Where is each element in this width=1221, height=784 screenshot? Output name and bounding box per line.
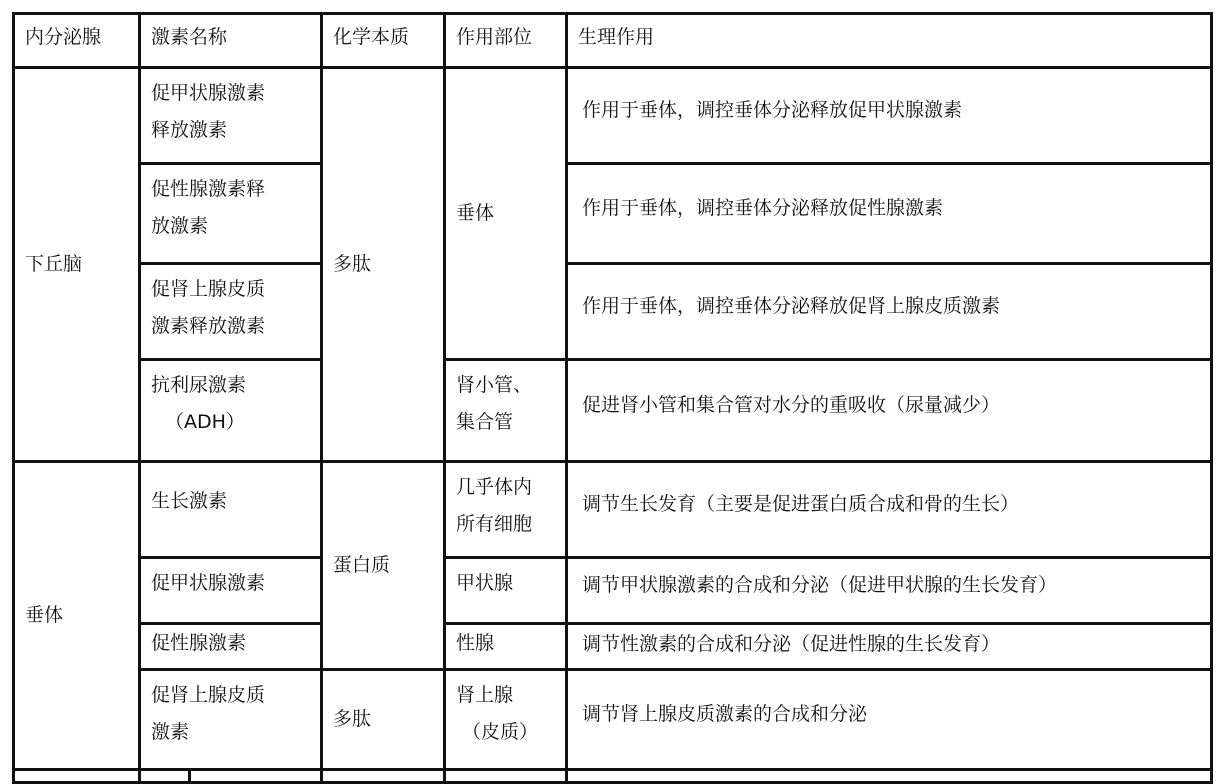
empty-cell — [567, 770, 1212, 783]
empty-cell — [445, 770, 567, 783]
site-cell: 垂体 — [445, 68, 567, 360]
table-row — [14, 360, 1212, 462]
site-cell — [445, 360, 567, 462]
hormone-cell: 促甲状腺激素 — [140, 558, 322, 624]
table-row — [14, 264, 1212, 360]
hormone-line: （ADH） — [165, 411, 245, 433]
header-site: 作用部位 — [445, 14, 567, 68]
effect-cell: 作用于垂体，调控垂体分泌释放促甲状腺激素 — [567, 68, 1212, 164]
site-cell: 甲状腺 — [445, 558, 567, 624]
hormone-line: 放激素 — [151, 215, 209, 237]
table-row — [14, 462, 1212, 558]
site-cell — [445, 462, 567, 558]
table-row-partial — [14, 770, 1212, 783]
hormone-line: 释放激素 — [151, 119, 228, 141]
site-line: 肾小管、 — [456, 374, 533, 396]
header-gland: 内分泌腺 — [14, 14, 140, 68]
hormone-line: 促性腺激素释 — [151, 178, 266, 200]
effect-cell: 作用于垂体，调控垂体分泌释放促肾上腺皮质激素 — [567, 264, 1212, 360]
gland-cell: 垂体 — [14, 462, 140, 770]
header-effect: 生理作用 — [567, 14, 1212, 68]
table-row — [14, 670, 1212, 770]
hormone-cell — [140, 68, 322, 164]
endocrine-hormone-table — [12, 12, 1213, 784]
site-line: 所有细胞 — [456, 513, 533, 535]
hormone-cell — [140, 360, 322, 462]
hormone-line: 促肾上腺皮质 — [151, 684, 266, 706]
empty-cell — [140, 770, 322, 783]
site-cell — [445, 670, 567, 770]
effect-cell: 调节甲状腺激素的合成和分泌（促进甲状腺的生长发育） — [567, 558, 1212, 624]
effect-cell: 调节肾上腺皮质激素的合成和分泌 — [567, 670, 1212, 770]
nature-cell: 蛋白质 — [322, 462, 445, 670]
hormone-cell — [140, 164, 322, 264]
hormone-line: 促甲状腺激素 — [151, 82, 266, 104]
table-row — [14, 68, 1212, 164]
nature-cell: 多肽 — [322, 670, 445, 770]
site-line: 几乎体内 — [456, 476, 533, 498]
table-row — [14, 558, 1212, 624]
header-hormone: 激素名称 — [140, 14, 322, 68]
site-line: 集合管 — [456, 411, 514, 433]
effect-cell: 调节生长发育（主要是促进蛋白质合成和骨的生长） — [567, 462, 1212, 558]
hormone-cell — [140, 670, 322, 770]
hormone-cell: 促性腺激素 — [140, 624, 322, 670]
hormone-cell: 生长激素 — [140, 462, 322, 558]
hormone-cell — [140, 264, 322, 360]
effect-cell: 促进肾小管和集合管对水分的重吸收（尿量减少） — [567, 360, 1212, 462]
site-line: （皮质） — [462, 721, 539, 743]
table-row — [14, 164, 1212, 264]
empty-cell — [14, 770, 140, 783]
effect-cell: 作用于垂体，调控垂体分泌释放促性腺激素 — [567, 164, 1212, 264]
site-line: 肾上腺 — [456, 684, 514, 706]
effect-cell: 调节性激素的合成和分泌（促进性腺的生长发育） — [567, 624, 1212, 670]
empty-cell — [322, 770, 445, 783]
site-cell: 性腺 — [445, 624, 567, 670]
cell-divider — [188, 768, 191, 784]
hormone-line: 激素释放激素 — [151, 315, 266, 337]
header-row — [14, 14, 1212, 68]
hormone-line: 促肾上腺皮质 — [151, 278, 266, 300]
gland-cell: 下丘脑 — [14, 68, 140, 462]
nature-cell: 多肽 — [322, 68, 445, 462]
table-row — [14, 624, 1212, 670]
hormone-line: 抗利尿激素 — [151, 374, 247, 396]
hormone-line: 激素 — [151, 721, 190, 743]
header-nature: 化学本质 — [322, 14, 445, 68]
